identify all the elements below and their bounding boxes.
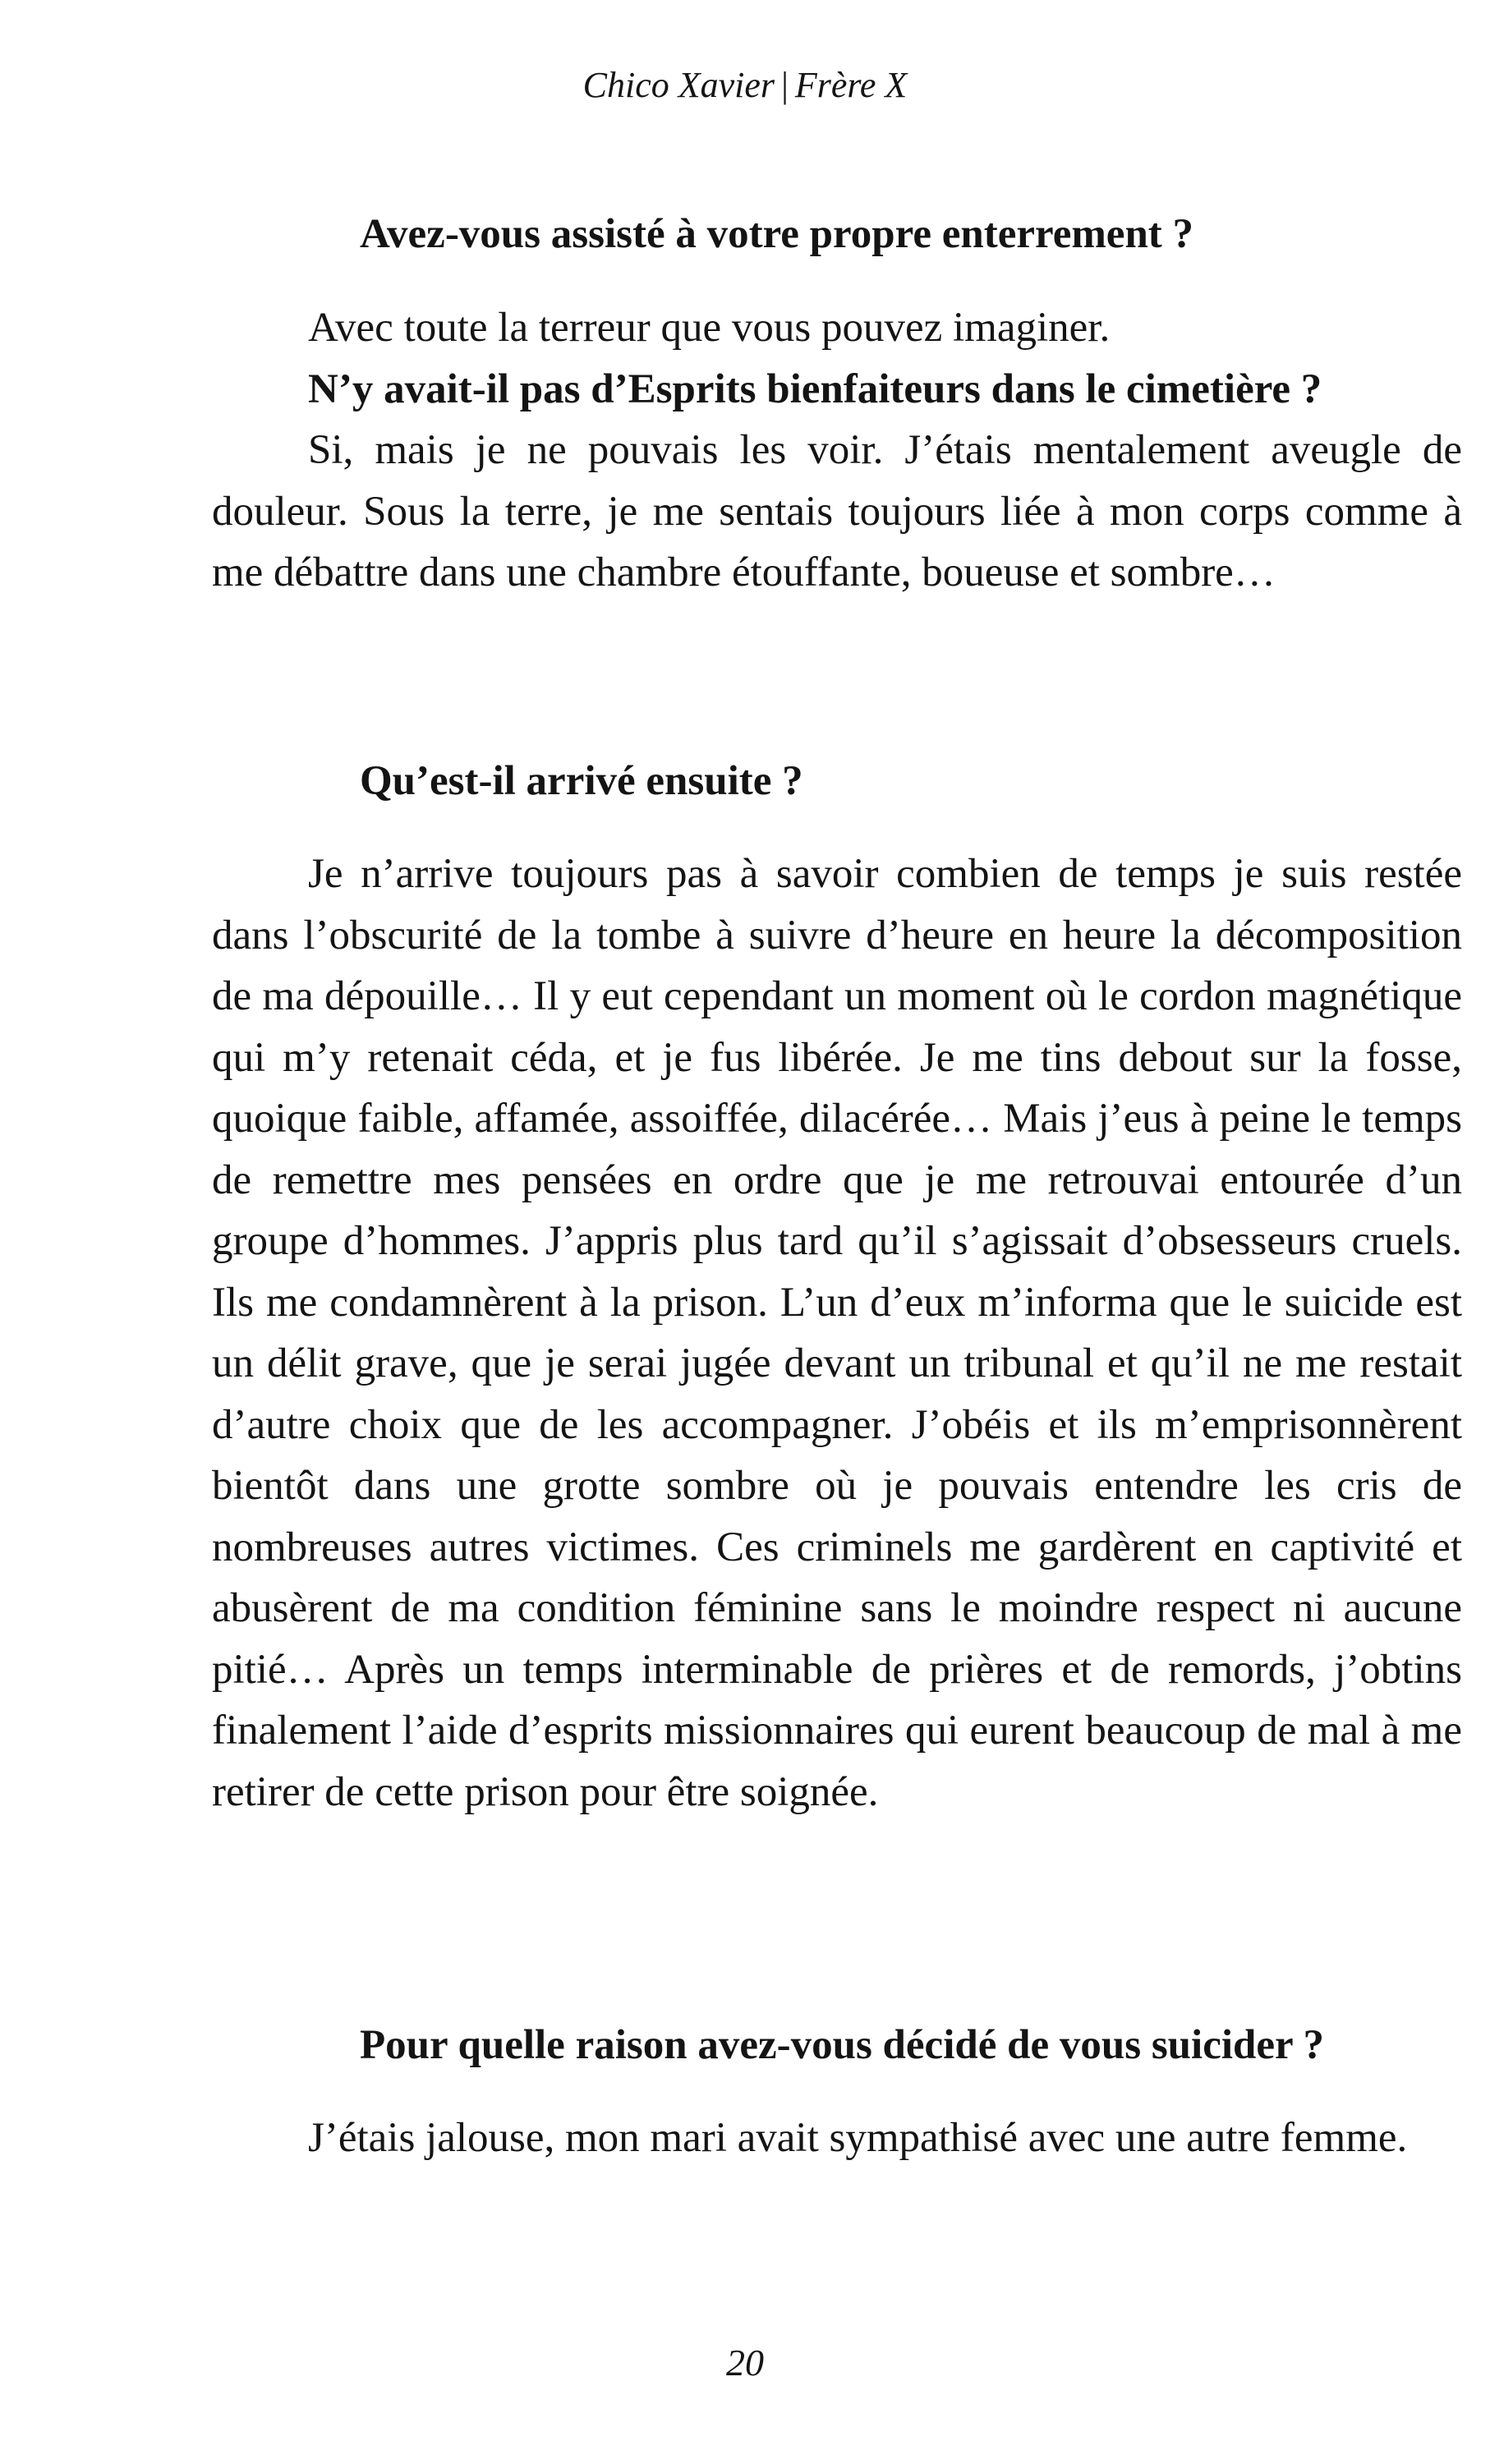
header-author: Chico Xavier [582, 65, 775, 105]
section-2 [212, 751, 1462, 812]
section-1 [212, 204, 1462, 265]
running-header [0, 64, 1490, 108]
question-1: Avez-vous assisté à votre propre enterrement ? [360, 211, 1194, 257]
section-3 [212, 2015, 1462, 2076]
header-separator: | [781, 65, 789, 105]
section-2-body [212, 844, 1462, 1823]
follow-up-answer-1: Si, mais je ne pouvais les voir. J’étais mentalement aveugle de douleur. Sous la terre, je me sentais toujours liée à mon corps comme à me débattre dans une chambre étouffante, boueuse et sombre… [212, 427, 1462, 595]
follow-up-question-1: N’y avait-il pas d’Esprits bienfaiteurs dans le cimetière ? [308, 365, 1322, 412]
answer-2: Je n’arrive toujours pas à savoir combien de temps je suis restée dans l’obscurité de la tombe à suivre d’heure en heure la décomposition de ma dépouille… Il y eut cependant un moment où le cordon magnétique qui m’y retenait céda, et je fus libérée. Je me tins debout sur la fosse, quoique faible, affamée, assoiffée, dilacérée… Mais j’eus à peine le temps de remettre mes pensées en ordre que je me retrouvai entourée d’un groupe d’hommes. J’appris plus tard qu’il s’agissait d’obsesseurs cruels. Ils me condamnèrent à la prison. L’un d’eux m’informa que le suicide est un délit grave, que je serai jugée devant un tribunal et qu’il ne me restait d’autre choix que de les accompagner. J’obéis et ils m’emprisonnèrent bientôt dans une grotte sombre où je pouvais entendre les cris de nombreuses autres victimes. Ces criminels me gardèrent en captivité et abusèrent de ma condition féminine sans le moindre respect ni aucune pitié… Après un temps interminable de prières et de remords, j’obtins finalement l’aide d’esprits missionnaires qui eurent beaucoup de mal à me retirer de cette prison pour être soignée. [212, 851, 1462, 1815]
section-3-body [212, 2108, 1462, 2169]
answer-1: Avec toute la terreur que vous pouvez imaginer. [308, 305, 1111, 351]
answer-3: J’étais jalouse, mon mari avait sympathisé avec une autre femme. [308, 2115, 1408, 2161]
question-3: Pour quelle raison avez-vous décidé de vous suicider ? [360, 2022, 1324, 2068]
section-1-body [212, 297, 1462, 604]
header-title: Frère X [794, 65, 908, 105]
question-2: Qu’est-il arrivé ensuite ? [360, 758, 803, 804]
page-number: 20 [726, 2342, 764, 2384]
